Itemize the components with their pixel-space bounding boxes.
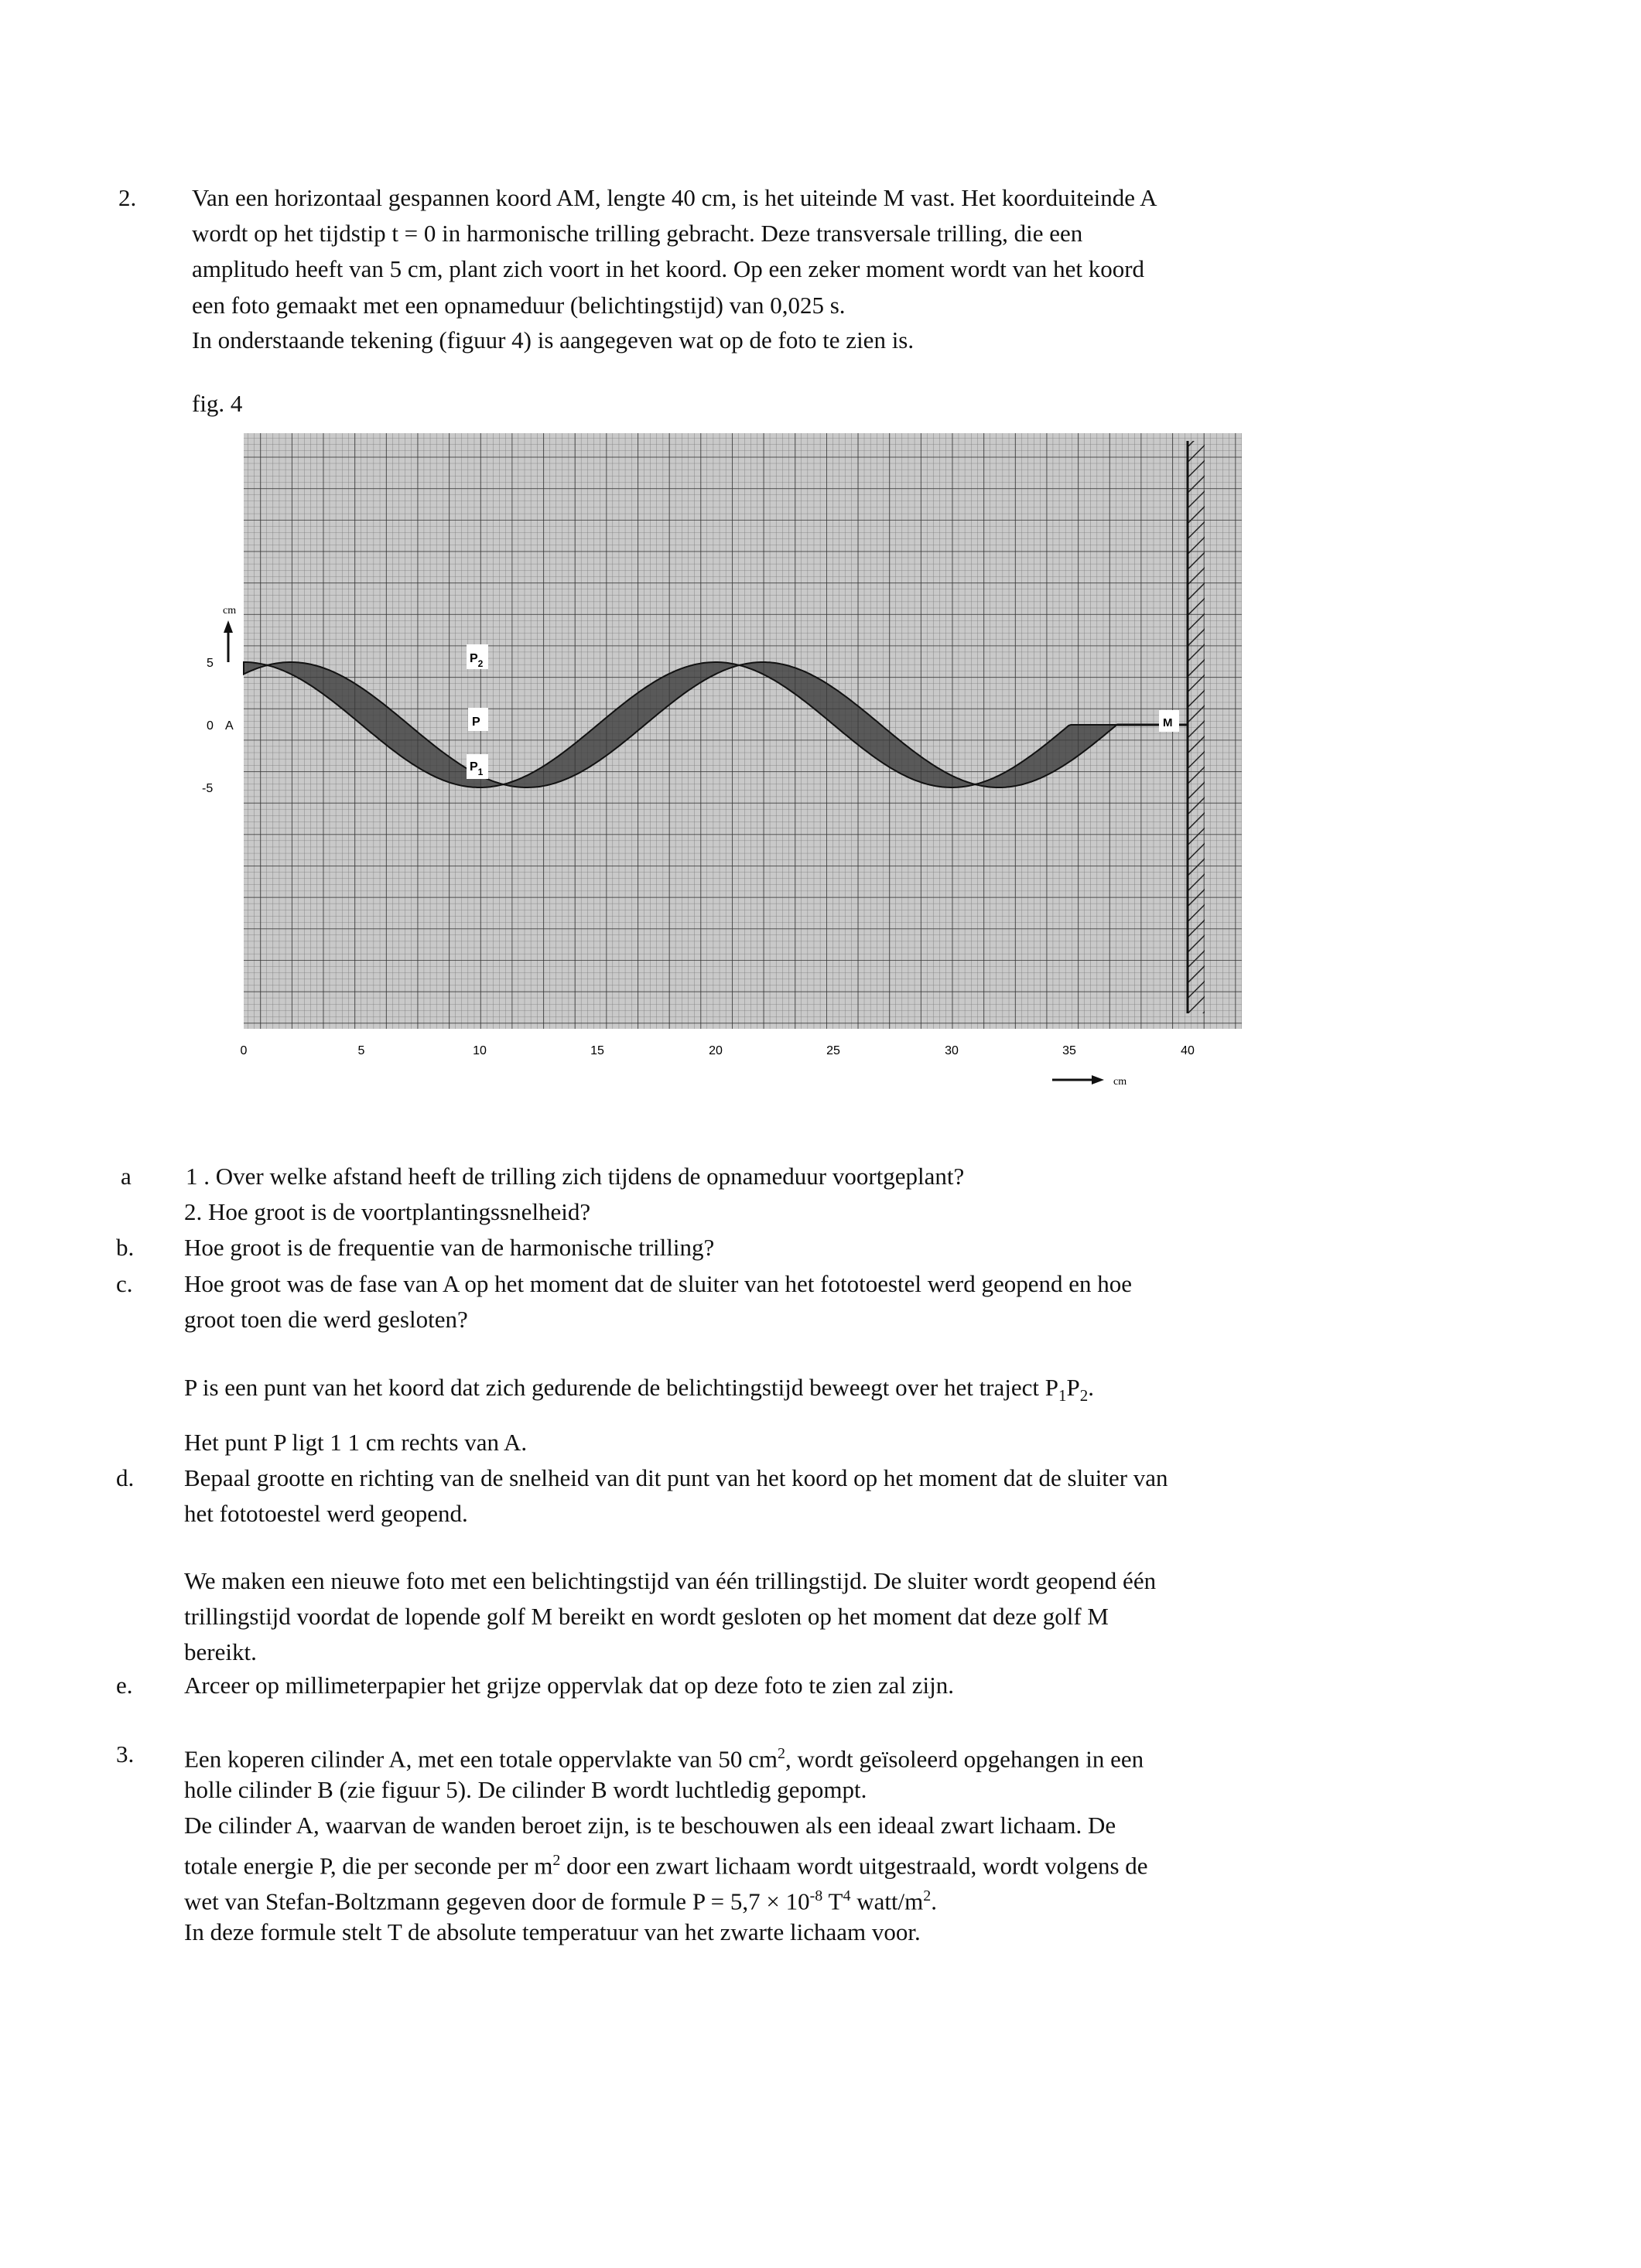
fixed-wall [1188,441,1205,1013]
p2-label: $P_2$ [470,652,484,669]
figure-4-label: fig. 4 [192,390,243,417]
figure-4-svg [197,425,1257,1106]
sub-question-a2: 2. Hoe groot is de voortplantingssnelheid? [184,1198,591,1225]
point-m-label: M [1163,716,1173,729]
sub-question-d-letter: d. [116,1464,135,1491]
sub-question-a-letter: a [121,1163,132,1190]
x-tick-label: 10 [473,1044,487,1057]
y-tick-label: -5 [202,782,214,795]
q3-line-6: In deze formule stelt T de absolute temperatuur van het zwarte lichaam voor. [184,1918,921,1945]
new-photo-line-2: trillingstijd voordat de lopende golf M bereikt en wordt gesloten op het moment dat deze golf M [184,1603,1109,1630]
q2-intro-line-2: wordt op het tijdstip t = 0 in harmonische trilling gebracht. Deze transversale trilling, die een [192,220,1083,247]
x-tick-label: 25 [826,1044,840,1057]
x-axis-arrowhead [1092,1075,1104,1084]
y-tick-label: 5 [207,657,214,670]
sub-question-a1: 1 . Over welke afstand heeft de trilling zich tijdens de opnameduur voortgeplant? [186,1163,965,1190]
sub-question-d-line-1: Bepaal grootte en richting van de snelheid van dit punt van het koord op het moment dat de sluiter van [184,1464,1168,1491]
point-p-trajectory-text: P is een punt van het koord dat zich gedurende de belichtingstijd beweegt over het traject $P_1P_2$. [184,1374,1095,1406]
sub-question-c-line-1: Hoe groot was de fase van A op het moment dat de sluiter van het fototoestel werd geopend en hoe [184,1270,1133,1297]
q3-line-5: wet van Stefan-Boltzmann gegeven door de formule $P = 5,7 \times 10^{-8}$ $T^4$ watt/$m^2$. [184,1887,938,1915]
question-3-number: 3. [116,1740,135,1768]
x-tick-label: 15 [590,1044,604,1057]
x-tick-label: 0 [240,1044,248,1057]
q3-line-1: Een koperen cilinder A, met een totale oppervlakte van 50 $cm^2$, wordt geïsoleerd opgehangen in een [184,1745,1144,1773]
y-axis-arrowhead [224,620,233,633]
q3-line-2: holle cilinder B (zie figuur 5). De cilinder B wordt luchtledig gepompt. [184,1776,867,1803]
x-tick-label: 30 [945,1044,959,1057]
question-2-number: 2. [118,184,137,211]
x-tick-label: 5 [357,1044,365,1057]
x-tick-label: 35 [1062,1044,1076,1057]
sub-question-b: Hoe groot is de frequentie van de harmonische trilling? [184,1234,715,1261]
x-axis-ticks [241,1044,1195,1057]
x-tick-label: 20 [709,1044,723,1057]
p-label: P [472,716,480,729]
sub-question-e: Arceer op millimeterpapier het grijze oppervlak dat op deze foto te zien zal zijn. [184,1672,954,1699]
q3-line-3: De cilinder A, waarvan de wanden beroet zijn, is te beschouwen als een ideaal zwart lichaam. De [184,1812,1116,1839]
p1-label: $P_1$ [470,760,484,777]
q2-intro-line-3: amplitudo heeft van 5 cm, plant zich voort in het koord. Op een zeker moment wordt van het koord [192,255,1145,282]
sub-question-c-letter: c. [116,1270,133,1297]
sub-question-c-line-2: groot toen die werd gesloten? [184,1306,468,1333]
x-axis-unit: cm [1113,1076,1127,1088]
point-p-position: Het punt P ligt 1 1 cm rechts van A. [184,1429,528,1456]
new-photo-line-3: bereikt. [184,1638,257,1665]
y-axis-unit: cm [223,605,237,617]
sub-question-d-line-2: het fototoestel werd geopend. [184,1500,468,1527]
point-a-label: A [225,719,234,733]
sub-question-b-letter: b. [116,1234,135,1261]
q2-intro-line-5: In onderstaande tekening (figuur 4) is aangegeven wat op de foto te zien is. [192,326,915,354]
figure-4 [197,425,1257,1106]
new-photo-line-1: We maken een nieuwe foto met een belichtingstijd van één trillingstijd. De sluiter wordt geopend één [184,1567,1157,1594]
x-tick-label: 40 [1181,1044,1195,1057]
q2-intro-line-4: een foto gemaakt met een opnameduur (belichtingstijd) van 0,025 s. [192,292,846,319]
q3-line-4: totale energie P, die per seconde per $m^2$ door een zwart lichaam wordt uitgestraald, wordt volgens de [184,1852,1148,1880]
sub-question-e-letter: e. [116,1672,133,1699]
q2-intro-line-1: Van een horizontaal gespannen koord AM, lengte 40 cm, is het uiteinde M vast. Het koorduiteinde A [192,184,1157,211]
y-tick-label: 0 [207,719,214,733]
